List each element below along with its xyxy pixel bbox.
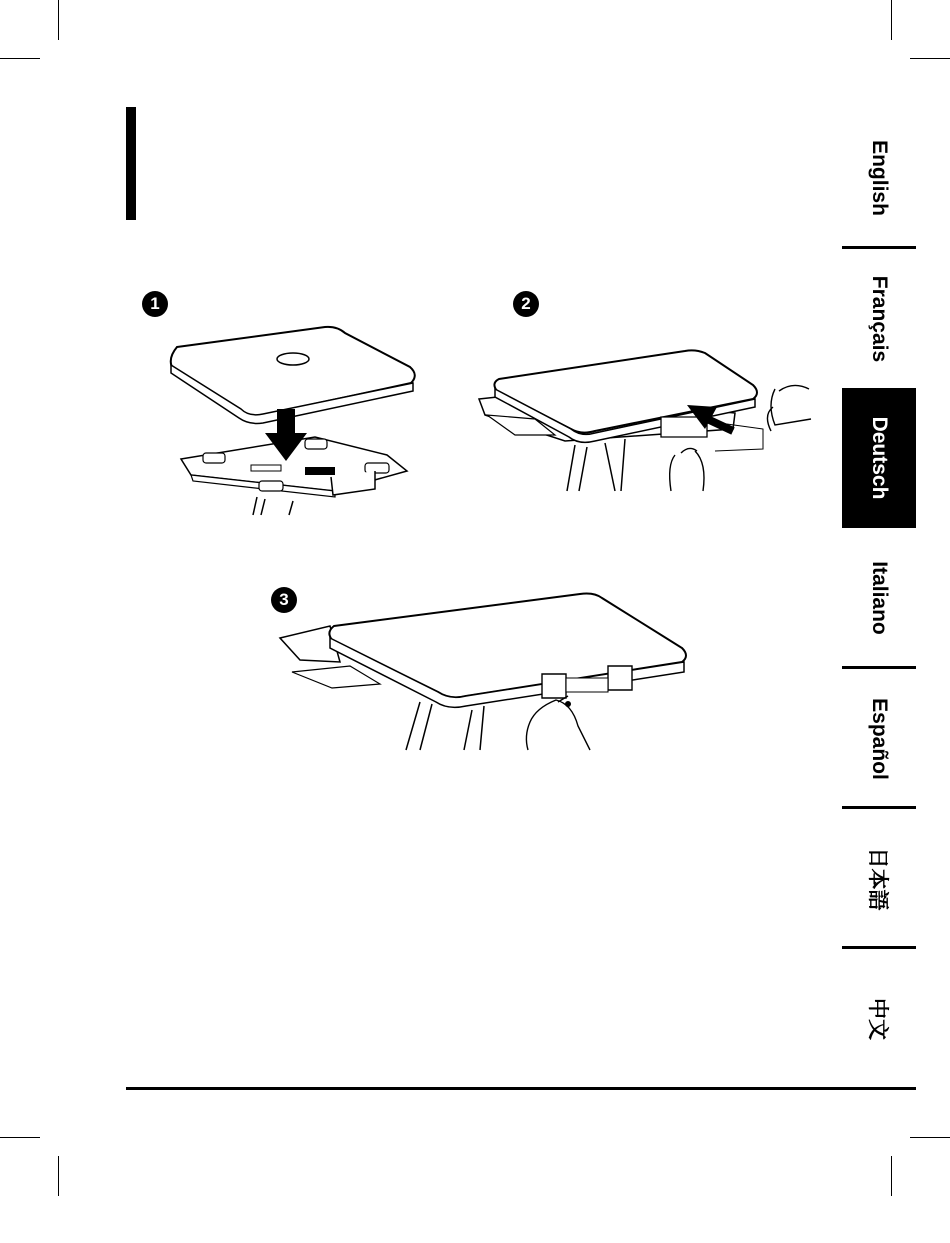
crop-mark: [910, 58, 950, 59]
tab-label: Deutsch: [868, 416, 891, 500]
tab-francais[interactable]: [842, 249, 916, 389]
language-tabs: [842, 108, 916, 1068]
step-badge-1: 1: [142, 291, 168, 317]
tab-italiano[interactable]: [842, 528, 916, 668]
crop-mark: [0, 58, 40, 59]
tab-english[interactable]: [842, 108, 916, 248]
tab-deutsch[interactable]: [842, 388, 916, 528]
tab-espanol[interactable]: [842, 669, 916, 809]
tab-label: Français: [868, 275, 891, 363]
step-3-illustration: [280, 592, 692, 752]
step-badge-2: 2: [513, 291, 539, 317]
crop-mark: [58, 0, 59, 40]
crop-mark: [0, 1137, 40, 1138]
step-2-illustration: [475, 345, 815, 495]
bottom-rule: [126, 1087, 916, 1090]
step-badge-3: 3: [271, 587, 297, 613]
section-accent-bar: [126, 107, 136, 220]
tab-japanese[interactable]: [842, 809, 916, 949]
crop-mark: [910, 1137, 950, 1138]
tab-label: English: [868, 140, 891, 216]
crop-mark: [891, 0, 892, 40]
step-1-illustration: [165, 325, 425, 515]
tab-label: 中文: [866, 998, 889, 1040]
tab-label: 日本語: [866, 847, 889, 911]
crop-mark: [58, 1156, 59, 1196]
crop-mark: [891, 1156, 892, 1196]
tab-label: Italiano: [868, 561, 891, 635]
tab-chinese[interactable]: [842, 949, 916, 1089]
tab-label: Español: [868, 698, 891, 780]
